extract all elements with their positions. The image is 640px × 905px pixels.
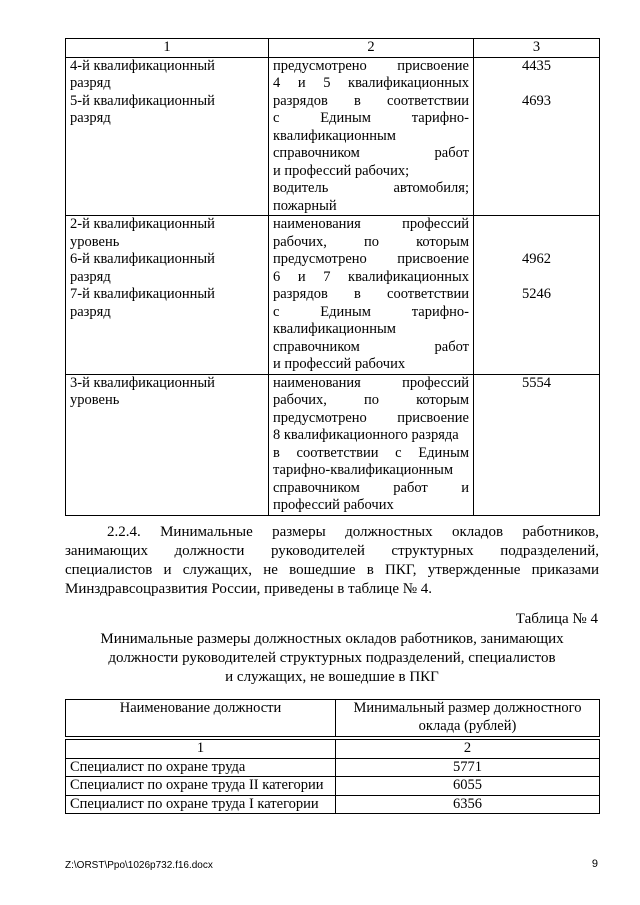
level-text: 6-й квалификационный	[70, 251, 215, 267]
salary-spacer	[478, 269, 595, 287]
description-text: наименования профессий	[273, 374, 469, 391]
description-cell	[269, 374, 474, 515]
description-text: в соответствии с Единым	[273, 444, 469, 461]
table-row	[66, 57, 600, 216]
description-text: квалификационным	[273, 127, 396, 144]
paragraph-line: 2.2.4. Минимальные размеры должностных окладов работников,	[107, 524, 599, 540]
salary-value: 4962	[522, 251, 551, 267]
description-text: справочником работ и	[273, 479, 469, 496]
salary-value: 5771	[336, 758, 600, 777]
salary-cell	[474, 216, 600, 375]
description-cell	[269, 57, 474, 216]
paragraph-line: занимающих должности руководителей структурных подразделений,	[65, 543, 599, 559]
description-text: с Единым тарифно-	[273, 110, 469, 126]
salary-value: 4693	[522, 92, 551, 109]
position-name: Специалист по охране труда II категории	[66, 777, 336, 796]
description-text: водитель автомобиля;	[273, 180, 469, 196]
level-text: разряд	[70, 110, 111, 126]
salary-cell	[474, 57, 600, 216]
paragraph-line: специалистов и служащих, не вошедшие в ПКГ, утвержденные приказами	[65, 562, 599, 578]
table-title	[65, 630, 599, 687]
level-text: уровень	[70, 392, 120, 408]
description-text: и профессий рабочих	[273, 356, 406, 372]
table-row	[66, 795, 600, 814]
column-number-2: 2	[269, 39, 474, 58]
salary-value: 6055	[336, 777, 600, 796]
description-text: пожарный	[273, 197, 337, 214]
description-text: профессий рабочих	[273, 497, 394, 513]
table-title-line: и служащих, не вошедшие в ПКГ	[225, 669, 439, 685]
position-name: Специалист по охране труда	[66, 758, 336, 777]
page-number: 9	[591, 858, 598, 870]
salary-spacer	[478, 234, 595, 252]
qualification-table	[65, 38, 600, 516]
level-text: уровень	[70, 233, 120, 250]
salary-value: 5554	[522, 374, 551, 391]
salary-spacer	[478, 75, 595, 93]
description-text: 8 квалификационного разряда	[273, 427, 459, 443]
level-text: 2-й квалификационный	[70, 216, 215, 232]
table-row	[66, 374, 600, 515]
table-caption: Таблица № 4	[515, 611, 598, 627]
salary-value: 4435	[522, 57, 551, 74]
description-text: предусмотрено присвоение	[273, 251, 469, 267]
section-paragraph	[65, 523, 599, 599]
description-text: с Единым тарифно-	[273, 303, 469, 320]
description-text: и профессий рабочих;	[273, 162, 410, 179]
column-number-3: 3	[474, 39, 600, 58]
salary-table	[65, 699, 600, 814]
level-text: разряд	[70, 75, 111, 91]
salary-value: 5246	[522, 286, 551, 302]
level-cell	[66, 57, 269, 216]
level-text: 4-й квалификационный	[70, 57, 215, 74]
paragraph-line: Минздравсоцразвития России, приведены в таблице № 4.	[65, 581, 433, 597]
table-title-line: Минимальные размеры должностных окладов работников, занимающих	[100, 631, 564, 647]
salary-spacer	[478, 216, 595, 234]
description-text: разрядов в соответствии	[273, 92, 469, 109]
description-text: квалификационным	[273, 321, 396, 337]
salary-cell	[474, 374, 600, 515]
header-position: Наименование должности	[66, 700, 336, 737]
description-text: рабочих, по которым	[273, 392, 469, 408]
description-text: справочником работ	[273, 338, 469, 355]
level-text: 7-й квалификационный	[70, 286, 215, 302]
level-text: 3-й квалификационный	[70, 374, 215, 391]
description-text: наименования профессий	[273, 216, 469, 232]
column-number-1: 1	[66, 740, 336, 759]
column-number-row	[66, 740, 600, 759]
description-text: 6 и 7 квалификационных	[273, 268, 469, 285]
description-text: разрядов в соответствии	[273, 286, 469, 302]
description-text: тарифно-квалификационным	[273, 462, 454, 478]
header-salary: Минимальный размер должностного оклада (рублей)	[336, 700, 600, 737]
footer-file-path: Z:\ORST\Ppo\1026p732.f16.docx	[65, 860, 213, 871]
description-text: справочником работ	[273, 145, 469, 161]
level-cell	[66, 216, 269, 375]
table-row	[66, 758, 600, 777]
column-number-2: 2	[336, 740, 600, 759]
description-cell	[269, 216, 474, 375]
table-header-row	[66, 39, 600, 58]
level-cell	[66, 374, 269, 515]
description-text: рабочих, по которым	[273, 233, 469, 250]
level-text: разряд	[70, 303, 111, 320]
description-text: предусмотрено присвоение	[273, 409, 469, 426]
level-text: разряд	[70, 268, 111, 285]
column-number-1: 1	[66, 39, 269, 58]
position-name: Специалист по охране труда I категории	[66, 795, 336, 814]
description-text: 4 и 5 квалификационных	[273, 75, 469, 91]
salary-value: 6356	[336, 795, 600, 814]
table-row	[66, 777, 600, 796]
level-text: 5-й квалификационный	[70, 92, 215, 109]
description-text: предусмотрено присвоение	[273, 57, 469, 74]
table-title-line: должности руководителей структурных подразделений, специалистов	[108, 650, 556, 666]
table-header-row	[66, 700, 600, 737]
table-row	[66, 216, 600, 375]
